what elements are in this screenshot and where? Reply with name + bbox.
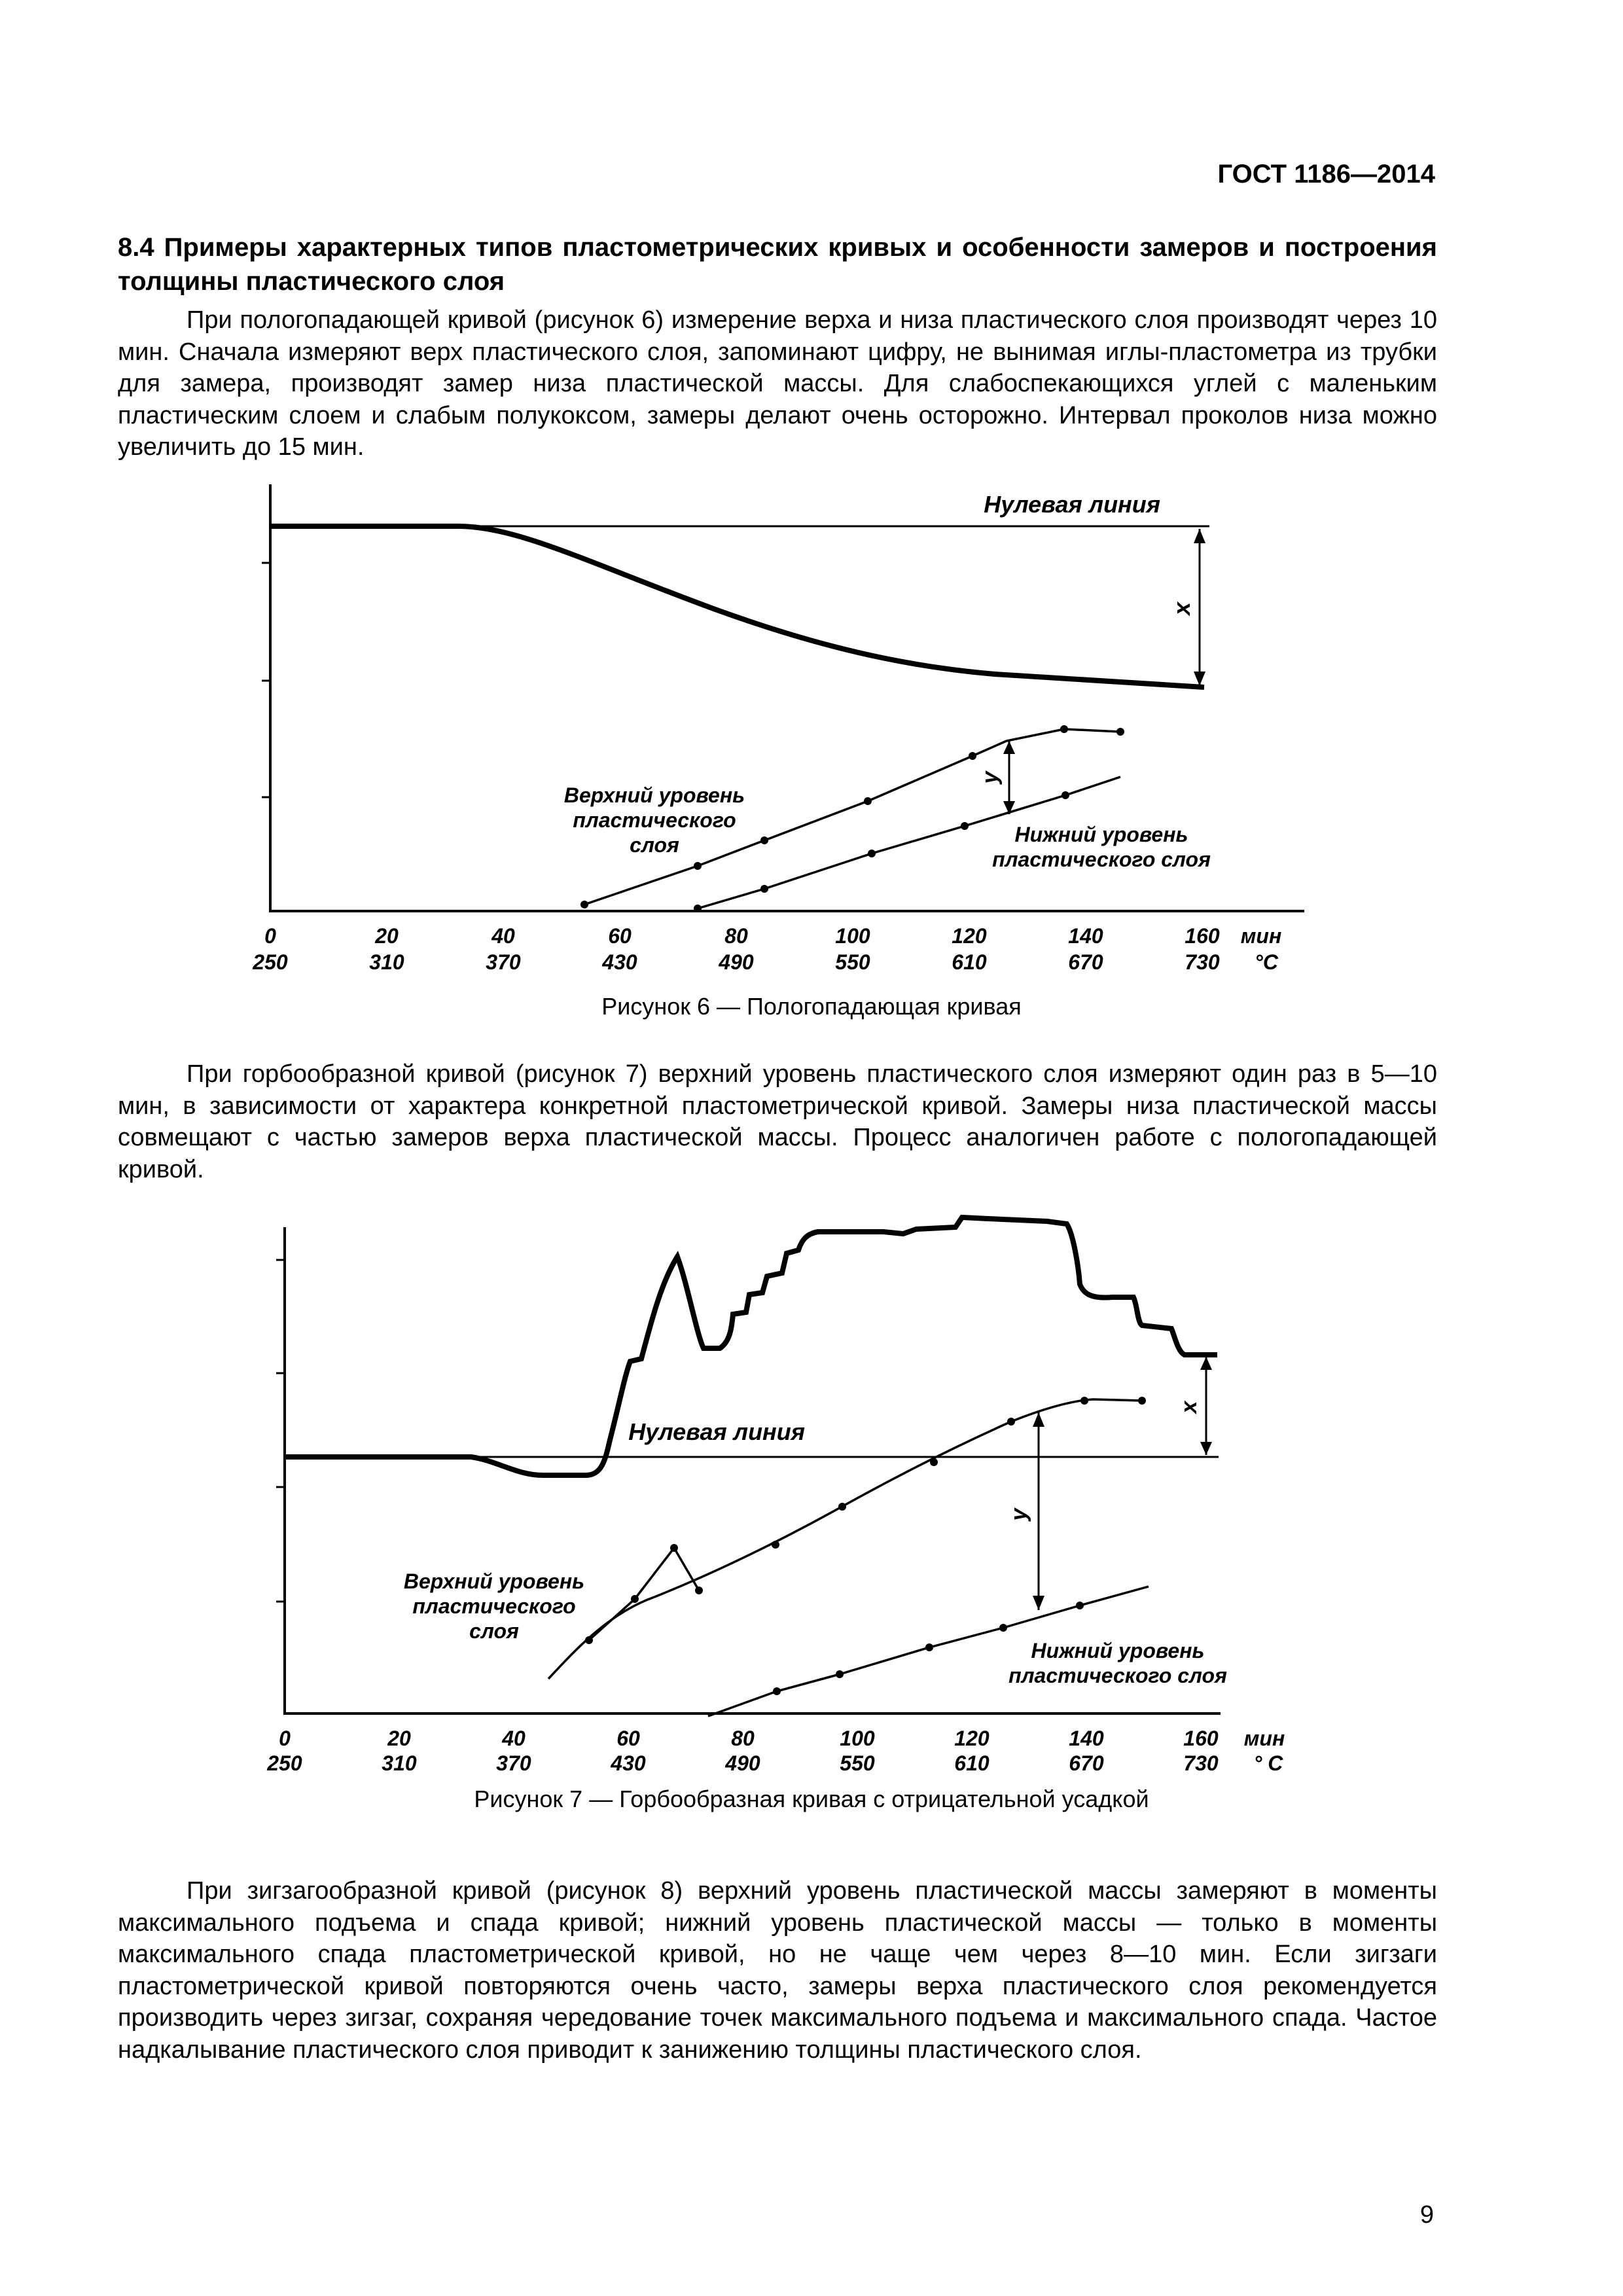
paragraph-2: При горбообразной кривой (рисунок 7) верхний уровень пластического слоя измеряют один раз в 5—10 мин, в зависимости от характера конкретной пластометрической кривой. Замеры низа пластической массы совмещают с частью замеров верха пластической массы. Процесс аналогичен работе с пологопадающей кривой. bbox=[118, 1060, 1437, 1183]
fig7-tick-min: 0 bbox=[279, 1727, 291, 1750]
fig6-tick-min: 40 bbox=[491, 924, 515, 948]
fig7-y-label: y bbox=[1007, 1508, 1031, 1521]
fig7-unit-c: ° C bbox=[1253, 1751, 1283, 1775]
fig7-lower-label-2: пластического слоя bbox=[1008, 1664, 1227, 1687]
fig6-lower-label-2: пластического слоя bbox=[992, 848, 1211, 871]
fig6-tick-min: 60 bbox=[608, 924, 632, 948]
fig7-upper-label-3: слоя bbox=[469, 1619, 519, 1643]
fig7-tick-min: 60 bbox=[616, 1727, 640, 1750]
figure-6 bbox=[0, 478, 1623, 995]
figure-6-caption: Рисунок 6 — Пологопадающая кривая bbox=[601, 993, 1022, 1020]
fig7-tick-min: 100 bbox=[840, 1727, 875, 1750]
fig6-tick-min: 80 bbox=[724, 924, 748, 948]
fig6-tick-c: 670 bbox=[1068, 950, 1103, 974]
fig6-x-label: x bbox=[1168, 601, 1195, 616]
fig7-tick-c: 550 bbox=[840, 1751, 875, 1775]
fig7-tick-c: 490 bbox=[725, 1751, 760, 1775]
fig7-tick-c: 610 bbox=[954, 1751, 990, 1775]
fig6-tick-min: 120 bbox=[952, 924, 987, 948]
document-header: ГОСТ 1186—2014 bbox=[1217, 160, 1435, 188]
fig7-upper-label-1: Верхний уровень bbox=[403, 1570, 585, 1593]
fig6-tick-min: 160 bbox=[1185, 924, 1220, 948]
fig6-tick-c: 490 bbox=[719, 950, 754, 974]
fig7-tick-min: 120 bbox=[954, 1727, 990, 1750]
page-number: 9 bbox=[1419, 2201, 1434, 2229]
fig7-tick-c: 730 bbox=[1183, 1751, 1219, 1775]
fig6-tick-c: 250 bbox=[253, 950, 288, 974]
fig6-unit-min: мин bbox=[1240, 924, 1282, 948]
figure-7-caption: Рисунок 7 — Горбообразная кривая с отрицательной усадкой bbox=[474, 1785, 1149, 1812]
fig6-tick-min: 20 bbox=[375, 924, 399, 948]
figure-7 bbox=[0, 1198, 1623, 1780]
fig6-y-label: y bbox=[978, 771, 1003, 784]
paragraph-3: При зигзагообразной кривой (рисунок 8) верхний уровень пластической массы замеряют в моменты максимального подъема и спада кривой; нижний уровень пластической массы — только в моменты максимального спада пластометрической кривой, но не чаще чем через 8—10 мин. Если зигзаги пластометрической кривой повторяются очень часто, замеры верха пластического слоя рекомендуется производить через зигзаг, сохраняя чередование точек максимального подъема и максимального спада. Частое надкалывание пластического слоя приводит к занижению толщины пластического слоя. bbox=[118, 1877, 1437, 2064]
fig6-upper-label-2: пластического bbox=[573, 808, 736, 832]
fig6-tick-c: 310 bbox=[369, 950, 404, 974]
fig6-tick-c: 430 bbox=[602, 950, 637, 974]
fig7-tick-min: 40 bbox=[502, 1727, 526, 1750]
fig7-upper-label-2: пластического bbox=[412, 1594, 576, 1618]
fig6-plastometric-curve bbox=[270, 526, 1204, 687]
fig6-tick-c: 370 bbox=[486, 950, 521, 974]
fig7-upper-zigzag bbox=[589, 1548, 699, 1640]
fig6-tick-min: 0 bbox=[264, 924, 276, 948]
fig6-tick-c: 610 bbox=[952, 950, 987, 974]
fig7-tick-c: 430 bbox=[611, 1751, 646, 1775]
fig6-tick-min: 140 bbox=[1068, 924, 1103, 948]
fig6-upper-label-1: Верхний уровень bbox=[563, 783, 745, 807]
fig6-tick-c: 730 bbox=[1185, 950, 1220, 974]
fig7-tick-c: 670 bbox=[1069, 1751, 1104, 1775]
fig7-tick-min: 80 bbox=[731, 1727, 755, 1750]
section-heading: 8.4 Примеры характерных типов пластометрических кривых и особенности замеров и построения толщины пластического слоя bbox=[118, 233, 1437, 296]
fig7-tick-min: 140 bbox=[1069, 1727, 1104, 1750]
fig6-unit-c: °C bbox=[1255, 950, 1278, 974]
fig7-x-label: x bbox=[1177, 1401, 1202, 1414]
fig6-tick-c: 550 bbox=[835, 950, 870, 974]
fig6-upper-label-3: слоя bbox=[630, 833, 679, 857]
paragraph-1: При пологопадающей кривой (рисунок 6) измерение верха и низа пластического слоя производят через 10 мин. Сначала измеряют верх пластического слоя, запоминают цифру, не вынимая иглы-пластометра из трубки для замера, производят замер низа пластической массы. Для слабоспекающихся углей с маленьким пластическим слоем и слабым полукоксом, замеры делают очень осторожно. Интервал проколов низа можно увеличить до 15 мин. bbox=[118, 306, 1437, 461]
fig7-tick-c: 370 bbox=[496, 1751, 531, 1775]
fig7-tick-c: 310 bbox=[382, 1751, 417, 1775]
fig6-tick-min: 100 bbox=[835, 924, 870, 948]
fig7-tick-c: 250 bbox=[267, 1751, 302, 1775]
fig7-zero-line-label: Нулевая линия bbox=[628, 1418, 805, 1445]
fig7-lower-label-1: Нижний уровень bbox=[1031, 1639, 1205, 1662]
fig6-zero-line-label: Нулевая линия bbox=[984, 491, 1160, 518]
fig6-lower-label-1: Нижний уровень bbox=[1014, 823, 1188, 846]
fig7-tick-min: 20 bbox=[387, 1727, 411, 1750]
fig7-tick-min: 160 bbox=[1183, 1727, 1219, 1750]
fig7-unit-min: мин bbox=[1243, 1727, 1285, 1750]
